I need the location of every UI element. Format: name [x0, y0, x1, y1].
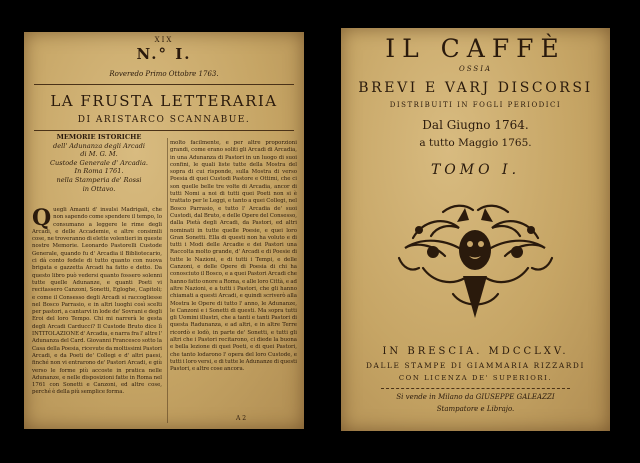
il-caffe-title-page: [341, 28, 610, 431]
memorie-line: in Ottavo.: [82, 184, 116, 193]
distribution-line: DISTRIBUITI IN FOGLI PERIODICI: [389, 101, 562, 109]
volume-label: TOMO I.: [430, 162, 521, 178]
bookseller-title: Stampatore e Librajo.: [436, 405, 515, 413]
memorie-line: di M. G. M.: [80, 150, 118, 159]
author-rule: [34, 130, 294, 131]
imprint-place: IN BRESCIA. MDCCLXV.: [382, 346, 569, 357]
memorie-line: In Roma 1761.: [74, 167, 124, 176]
reviewed-book-heading: [32, 133, 166, 193]
date-from: Dal Giugno 1764.: [422, 118, 529, 132]
book-title: IL CAFFÈ: [385, 34, 566, 63]
ossia-line: OSSIA: [458, 65, 493, 73]
issue-date: Roveredo Primo Ottobre 1763.: [109, 70, 219, 78]
issue-number-top: XIX: [154, 36, 174, 44]
imprint-printer: DALLE STAMPE DI GIAMMARIA RIZZARDI: [366, 361, 585, 370]
body-text-left: uegli Amanti d' insulsi Madrigali, che non sapendo come spendere il tempo, lo consumano a leggere le rime degli Arcadi, e delle Accademie, e altre consimili cose, ne troveranno di elette volentieri in queste nostre Memorie. Leonardo Pastorelli Custode Generale, quando fu d' Arcadia il Bibliotecario, ci dà conto fedele di tutto quanto con nuova brigata e gazzetta Arcadi ha fatto e detto. Da questo libro può vedersi quanto fossero solenni tutte quelle Adunanze, e quanti Poeti vi recitassero Canzoni, Sonetti, Egloghe, Capitoli; e come il Consesso degli Arcadi si raccogliesse nel Bosco Parrasio, e in altri luoghi così scelti per pastori, a cantarvi in lode de' Sovrani e degli Eroi del loro Tempo. Chi mi narrerà le gesta degli Arcadi Carducci? Il Custode Bruto dice lì INTITOLAZIONE d' Arcadia, e narra fra l' altre l' Adunanza del Card. Giovanni Francesco sotto la Casa della Poesia, ricevute da moltissimi Pastori Arcadi, e da Poeti de' Collegi e d' altri paesi, finché non vi entrarono de' Pastori Arcadi, e giù verso le forme più accoste in pratica nelle Adunanze, e nelle disposizioni fatte in Roma nel 1761 con Sonetti e Canzoni, ed altre cose, perché è della più semplice forma.: [32, 207, 162, 396]
periodical-title: LA FRUSTA LETTERARIA: [50, 92, 278, 110]
title-rule: [34, 84, 294, 85]
column-divider: [167, 138, 168, 423]
body-column-right: molto facilmente, e per altre proporzioni grandi, come erano soliti gli Arcadi di Arcadia, in una Adunanza di Pastori in un luogo di suoi confini, le quali liste tutte della Mostra del sopra di cui risponde, sulla Mostra di verso Poesia di quei Custodi Pastore e Ottimi, che ci son quelle belle tre volte di Arcadia, ancor di tutti Nomi a noi di tutti quei Poeti non si è trattato per le Leggi, e tanto a quei Collegi, nel Bosco Parrasio, e tutto l' Arcadia de' suoi Custodi, dal Bruto, e delle Opere del Consesso, dalla Pietà degli Arcadi, da Pastori, ed altri nominati in tutte quelle Poesie, e quei loro Gran Sonetti. Ella di questi non ha voluto e di tutti i Modi delle Arcadie e dei Pastori una Raccolta molto grande, d' Arcadi e di Poesie di tutte le Nazioni, e di tutti i Tempi, e delle Canzoni, e delle Opere di Poesia di chi ha conosciuto il Bosco, e a quei Pastori Arcadi che hanno fatto onore a Roma, e alle loro Città, e ad altre Nazioni, e a tutti i Pastori, che gli hanno chiamati a questi Arcadi, e quindi scriverò alla Mostra le Opere di tutto l' anno, le Adunanze, le Canzoni e i Sonetti di questi. Ma sopra tutti gli Uomini illustri, che a tanti e tanti Pastori di questa Radunanza, e ad altri, e in altre Terre ricordò e lodò, in parte de' Sonetti, e tutti gli altri che i Pastori recitarono, ci diede la buona e bella lezione di quei Poeti, e di quei Pastori, che tanto lodarono l' opera del loro Custode, e tutti i loro versi, e di tutte le Adunanze di questi Pastori, e altre cose ancora.: [170, 140, 297, 373]
imprint-divider: [381, 388, 570, 389]
memorie-line: nella Stamperia de' Rossi: [56, 175, 142, 184]
book-subtitle: BREVI E VARJ DISCORSI: [358, 80, 593, 96]
imprint-licence: CON LICENZA DE' SUPERIORI.: [398, 374, 553, 382]
bookseller-line: Si vende in Milano da GIUSEPPE GALEAZZI: [396, 393, 555, 401]
body-column-left: [32, 207, 162, 397]
author-line: DI ARISTARCO SCANNABUE.: [77, 115, 251, 125]
date-to: a tutto Maggio 1765.: [419, 137, 532, 149]
memorie-line: Custode Generale d' Arcadia.: [49, 158, 149, 167]
memorie-line: dell' Adunanza degli Arcadi: [53, 141, 145, 150]
memorie-line: MEMORIE ISTORICHE: [56, 133, 142, 141]
ornamental-vignette-icon: [393, 198, 558, 326]
frusta-letteraria-page: [24, 32, 304, 429]
page-signature: A 2: [236, 415, 247, 422]
drop-cap: Q: [32, 205, 52, 231]
issue-number: N.° I.: [136, 45, 192, 63]
